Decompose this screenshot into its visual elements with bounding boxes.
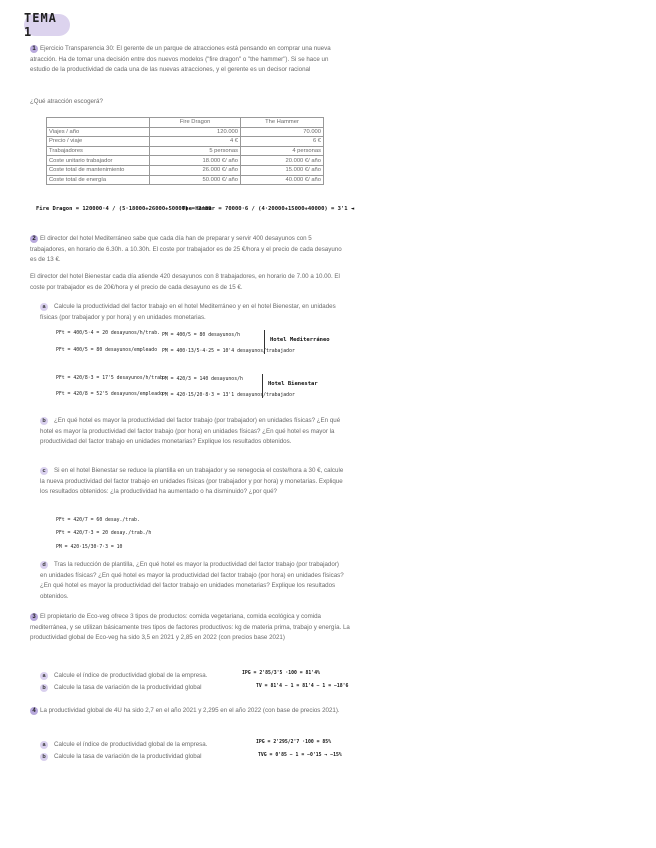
table-cell: 50.000 €/ año (150, 175, 241, 185)
table-row (47, 175, 324, 185)
item-a-badge: a (40, 303, 48, 311)
exercise-2d (40, 560, 346, 602)
item-b-badge: b (40, 417, 48, 425)
exercise-2-text2: El director del hotel Bienestar cada día atiende 420 desayunos con 8 trabajadores, en horario de 7.00 a 10.00. El coste por trabajador es de 20€/hora y el precio de cada desayuno es de 15 €. (30, 273, 340, 291)
handwriting-line: PM = 400/5 = 80 desayunos/h (162, 333, 240, 338)
table-header-row (47, 118, 324, 128)
hotel-mediterraneo-label: Hotel Mediterráneo (270, 337, 330, 343)
handwriting-line: PFt = 420/7 = 60 desay./trab. (56, 518, 140, 523)
table-header-cell (47, 118, 150, 128)
table-row (47, 156, 324, 166)
exercise-3-text (30, 612, 360, 644)
exercise-4b-text: Calcule la tasa de variación de la productividad global (54, 753, 202, 760)
exercise-2d-text: Tras la reducción de plantilla, ¿En qué hotel es mayor la productividad del factor trabajo (por trabajador) en unidades físicas? ¿En qué hotel es mayor la productividad del factor trabajo (por hora) en unidades físicas? ¿En qué hotel es mayor la productividad del factor trabajo en unidades monetarias? Explique los resultados obtenidos. (40, 561, 344, 600)
handwriting-line: IPG = 2'85/3'5 ·100 = 81'4% (242, 671, 320, 676)
item-a-badge: a (40, 672, 48, 680)
exercise-2-statement-1: El director del hotel Mediterráneo sabe que cada día han de preparar y servir 400 desayunos con 5 trabajadores, en horario de 6.30h. a 10.30h. El coste por trabajador es de 25 €/hora y el precio de cada desayuno es de 13 €. (30, 235, 342, 263)
table-row (47, 127, 324, 137)
exercise-4a-text: Calcule el índice de productividad global de la empresa. (54, 741, 208, 748)
table-row (47, 165, 324, 175)
handwriting-line: PFt = 420/7·3 = 20 desay./trab./h (56, 531, 152, 536)
handwriting-line: TV = 81'4 − 1 = 81'4 − 1 = −18'6 (256, 684, 349, 689)
brace-mediterraneo (264, 330, 265, 354)
handwriting-line: PM = 420/3 = 140 desayunos/h (162, 377, 243, 382)
table-cell: 70.000 (241, 127, 324, 137)
table-cell: Trabajadores (47, 146, 150, 156)
item-a-badge: a (40, 741, 48, 749)
item-b-badge: b (40, 753, 48, 761)
exercise-1-question: ¿Qué atracción escogerá? (30, 98, 103, 105)
table-cell: 20.000 €/ año (241, 156, 324, 166)
item-b-badge: b (40, 684, 48, 692)
table-row (47, 146, 324, 156)
exercise-4-number: 4 (30, 707, 38, 715)
table-cell: 26.000 €/ año (150, 165, 241, 175)
theme-tag: TEMA 1 (24, 14, 70, 36)
attractions-table (46, 117, 324, 185)
hotel-bienestar-label: Hotel Bienestar (268, 381, 318, 387)
table-cell: Precio / viaje (47, 137, 150, 147)
exercise-2a (40, 302, 346, 323)
table-cell: Coste total de energía (47, 175, 150, 185)
table-header-cell: The Hammer (241, 118, 324, 128)
handwriting-line: PFt = 420/8·3 = 17'5 desayunos/h/trab. (56, 376, 166, 381)
exercise-1-number: 1 (30, 45, 38, 53)
exercise-3-number: 3 (30, 613, 38, 621)
exercise-3-statement: El propietario de Eco-veg ofrece 3 tipos de productos: comida vegetariana, comida ecológica y comida mediterránea, y se utilizan básicamente tres tipos de factores productivos: kg de materia prima, trabajo y energía. La productividad global de Eco-veg ha sido 3,5 en 2021 y 2,85 en 2022 (con precios base 2021) (30, 613, 350, 641)
exercise-1-statement: Ejercicio Transparencia 30: El gerente de un parque de atracciones está pensando en comprar una nueva atracción. Ha de tomar una decisión entre dos nuevos modelos ("fire dragon" o "the hammer"). Si se hace un estudio de la productividad de cada una de las nuevas atracciones, y el gerente es un decisor racional (30, 45, 331, 73)
table-cell: Viajes / año (47, 127, 150, 137)
item-c-badge: c (40, 467, 48, 475)
table-cell: 18.000 €/ año (150, 156, 241, 166)
exercise-1-text (30, 44, 348, 76)
brace-bienestar (262, 374, 263, 398)
table-cell: 6 € (241, 137, 324, 147)
exercise-4a (40, 740, 207, 751)
handwriting-fire-dragon: Fire Dragon = 120000·4 / (5·18000+26000+50000) = 2'89 (36, 206, 212, 212)
handwriting-line: TVG = 0'85 − 1 = −0'15 → −15% (258, 753, 342, 758)
exercise-4-text (30, 706, 360, 717)
handwriting-line: IPG = 2'295/2'7 ·100 = 85% (256, 740, 332, 745)
handwriting-line: PM = 420·15/30·7·3 = 10 (56, 545, 123, 550)
exercise-2c (40, 466, 346, 498)
exercise-4b (40, 752, 202, 763)
table-header-cell: Fire Dragon (150, 118, 241, 128)
table-cell: Coste unitario trabajador (47, 156, 150, 166)
exercise-2c-text: Si en el hotel Bienestar se reduce la plantilla en un trabajador y se renegocia el coste/hora a 30 €, calcule la nueva productividad del factor trabajo en unidades físicas (por trabajador y por hora) y monetarias. Explique los resultados obtenidos: ¿la productividad ha aumentado o ha disminuido? ¿por qué? (40, 467, 344, 495)
table-cell: 40.000 €/ año (241, 175, 324, 185)
exercise-3b-text: Calcule la tasa de variación de la productividad global (54, 684, 202, 691)
table-cell: 15.000 €/ año (241, 165, 324, 175)
exercise-3b (40, 683, 202, 694)
exercise-3a-text: Calcule el índice de productividad global de la empresa. (54, 672, 208, 679)
exercise-2-number: 2 (30, 235, 38, 243)
exercise-3a (40, 671, 207, 682)
exercise-2b-text: ¿En qué hotel es mayor la productividad del factor trabajo (por trabajador) en unidades físicas? ¿En qué hotel es mayor la productividad del factor trabajo (por hora) en unidades físicas? ¿En qué hotel es mayor la productividad del factor trabajo en unidades monetarias? Explique los resultados obtenidos. (40, 417, 341, 445)
handwriting-line: PFt = 420/8 = 52'5 desayunos/empleado (56, 392, 163, 397)
handwriting-line: PM = 400·13/5·4·25 = 10'4 desayunos/trabajador (162, 349, 295, 354)
table-cell: 120.000 (150, 127, 241, 137)
table-row (47, 137, 324, 147)
exercise-2a-text: Calcule la productividad del factor trabajo en el hotel Mediterráneo y en el hotel Bienestar, en unidades físicas (por trabajador y por hora) y en unidades monetarias. (40, 303, 336, 321)
table-cell: 5 personas (150, 146, 241, 156)
exercise-2-text1 (30, 234, 348, 266)
exercise-2b (40, 416, 346, 448)
exercise-4-statement: La productividad global de 4U ha sido 2,7 en el año 2021 y 2,295 en el año 2022 (con base de precios 2021). (40, 707, 340, 714)
table-cell: 4 € (150, 137, 241, 147)
handwriting-line: PM = 420·15/20·8·3 = 13'1 desayunos/trabajador (162, 393, 295, 398)
table-cell: Coste total de mantenimiento (47, 165, 150, 175)
handwriting-the-hammer: The Hammer = 70000·6 / (4·20000+15000+40000) = 3'1 ◄ (182, 206, 355, 212)
item-d-badge: d (40, 561, 48, 569)
table-cell: 4 personas (241, 146, 324, 156)
handwriting-line: PFt = 400/5 = 80 desayunos/empleado (56, 348, 158, 353)
handwriting-line: PFt = 400/5·4 = 20 desayunos/h/trab. (56, 331, 160, 336)
